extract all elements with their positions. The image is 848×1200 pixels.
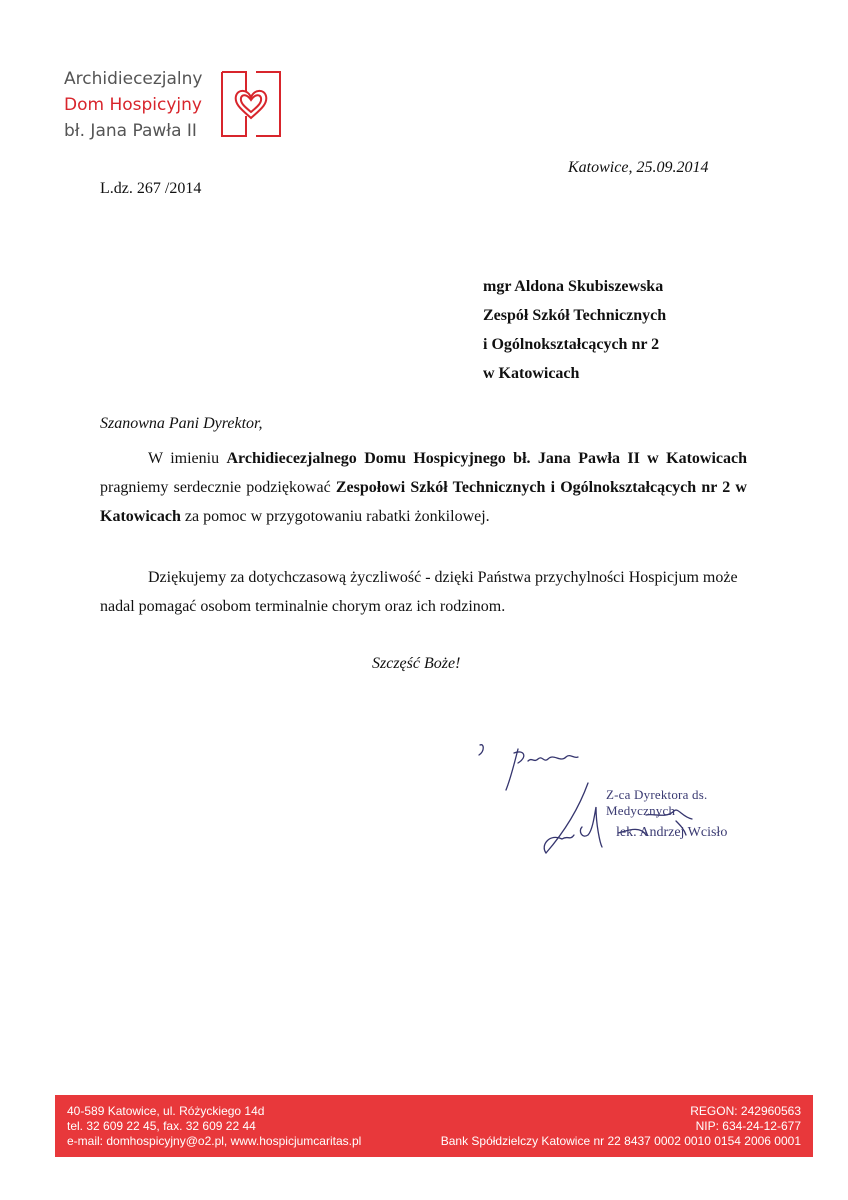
addressee-line1: mgr Aldona Skubiszewska — [483, 278, 664, 295]
footer-registration — [441, 1104, 801, 1149]
footer-bank: Bank Spółdzielczy Katowice nr 22 8437 0002 0010 0154 2006 0001 — [440, 1134, 801, 1148]
signatory-title: Z-ca Dyrektora ds. Medycznych — [606, 787, 708, 818]
heart-logo-icon — [220, 70, 282, 138]
logo-text — [64, 66, 224, 144]
signatory-name: lek. Andrzej Wcisło — [616, 825, 728, 840]
footer-phone: tel. 32 609 22 45, fax. 32 609 22 44 — [67, 1119, 256, 1133]
footer-regon: REGON: 242960563 — [690, 1104, 801, 1118]
addressee-block — [483, 272, 666, 388]
p2-text: Dziękujemy za dotychczasową życzliwość - dzięki Państwa przychylności Hospicjum może nadal pomagać osobom terminalnie chorym oraz ich rodzinom. — [100, 569, 738, 615]
p1-part-e: za pomoc w przygotowaniu rabatki żonkilowej. — [180, 508, 490, 525]
logo-line1: Archidiecezjalny — [64, 69, 203, 89]
p1-part-a: W imieniu — [148, 450, 227, 467]
signature-area — [470, 735, 770, 865]
footer-street: 40-589 Katowice, ul. Różyckiego 14d — [67, 1104, 265, 1118]
paragraph-2 — [100, 563, 747, 621]
footer-address — [67, 1104, 361, 1149]
footer-nip: NIP: 634-24-12-677 — [695, 1119, 801, 1133]
paragraph-1 — [100, 444, 747, 531]
reference-number: L.dz. 267 /2014 — [100, 180, 202, 197]
logo-line2: Dom Hospicyjny — [64, 95, 202, 115]
p1-school: Zespołowi Szkół Technicznych i Ogólnokształcących nr 2 w Katowicach — [100, 479, 747, 525]
salutation: Szanowna Pani Dyrektor, — [100, 415, 263, 432]
footer-bar — [55, 1095, 813, 1157]
addressee-line4: w Katowicach — [483, 365, 580, 382]
closing: Szczęść Boże! — [372, 655, 461, 672]
footer-email: e-mail: domhospicyjny@o2.pl, www.hospicjumcaritas.pl — [67, 1134, 362, 1148]
p1-organization: Archidiecezjalnego Domu Hospicyjnego bł. Jana Pawła II w Katowicach — [226, 450, 747, 467]
addressee-line2: Zespół Szkół Technicznych — [483, 307, 667, 324]
logo-line3: bł. Jana Pawła II — [64, 121, 197, 141]
letter-date: Katowice, 25.09.2014 — [568, 159, 709, 176]
p1-part-c: pragniemy serdecznie podziękować — [100, 479, 336, 496]
addressee-line3: i Ogólnokształcących nr 2 — [483, 336, 660, 353]
